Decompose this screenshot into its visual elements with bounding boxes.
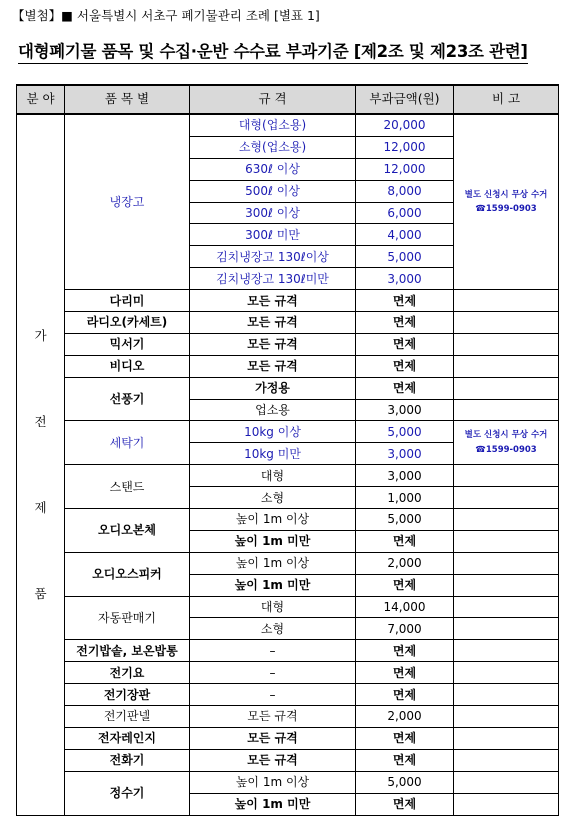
remark-cell — [454, 706, 559, 728]
item-cell: 믹서기 — [65, 333, 190, 355]
spec-cell: 500ℓ 이상 — [190, 180, 356, 202]
item-speaker: 오디오스피커 — [65, 552, 190, 596]
table-row — [17, 706, 559, 728]
fee-cell: 면제 — [356, 662, 454, 684]
spec-cell: 김치냉장고 130ℓ이상 — [190, 246, 356, 268]
table-row — [17, 333, 559, 355]
item-cell: 전기밥솥, 보온밥통 — [65, 640, 190, 662]
spec-cell: 10kg 미만 — [190, 443, 356, 465]
fee-table — [16, 84, 559, 816]
table-row — [17, 727, 559, 749]
table-row — [17, 596, 559, 618]
spec-cell: 대형(업소용) — [190, 114, 356, 136]
fee-cell: 20,000 — [356, 114, 454, 136]
column-header-fee: 부과금액(원) — [356, 85, 454, 114]
remark-cell — [454, 377, 559, 399]
spec-cell: 10kg 이상 — [190, 421, 356, 443]
fee-cell: 4,000 — [356, 224, 454, 246]
item-fridge: 냉장고 — [65, 114, 190, 290]
spec-cell: 대형 — [190, 465, 356, 487]
remark-cell — [454, 487, 559, 509]
spec-cell: 모든 규격 — [190, 355, 356, 377]
table-row — [17, 421, 559, 443]
spec-cell: 높이 1m 이상 — [190, 552, 356, 574]
remark-text: 별도 신청시 무상 수거 — [464, 430, 548, 441]
fee-cell: 면제 — [356, 640, 454, 662]
fee-cell: 면제 — [356, 727, 454, 749]
table-row — [17, 312, 559, 334]
spec-cell: 높이 1m 이상 — [190, 771, 356, 793]
remark-cell — [454, 749, 559, 771]
fee-cell: 5,000 — [356, 421, 454, 443]
table-row — [17, 509, 559, 531]
table-header-row — [17, 85, 559, 114]
fee-cell: 2,000 — [356, 706, 454, 728]
table-row — [17, 552, 559, 574]
fee-cell: 면제 — [356, 333, 454, 355]
table-row — [17, 749, 559, 771]
table-row — [17, 640, 559, 662]
fee-cell: 면제 — [356, 377, 454, 399]
remark-cell — [454, 530, 559, 552]
item-cell: 전기판넬 — [65, 706, 190, 728]
remark-cell — [454, 596, 559, 618]
appendix-note: 【별첨】■ 서울특별시 서초구 폐기물관리 조례 [별표 1] — [12, 8, 320, 23]
fee-cell: 3,000 — [356, 268, 454, 290]
column-header-item: 품 목 별 — [65, 85, 190, 114]
category-char: 전 — [34, 413, 47, 429]
fee-cell: 면제 — [356, 684, 454, 706]
remark-phone: ☎1599-0903 — [475, 444, 537, 455]
column-header-spec: 규 격 — [190, 85, 356, 114]
fee-cell: 면제 — [356, 312, 454, 334]
item-cell: 전화기 — [65, 749, 190, 771]
item-cell: 전자레인지 — [65, 727, 190, 749]
table-row — [17, 290, 559, 312]
document-title: 대형폐기물 품목 및 수집·운반 수수료 부과기준 [제2조 및 제23조 관련] — [18, 38, 528, 64]
fee-cell: 면제 — [356, 749, 454, 771]
table-row — [17, 355, 559, 377]
fee-cell: 1,000 — [356, 487, 454, 509]
spec-cell: 300ℓ 미만 — [190, 224, 356, 246]
column-header-remark: 비 고 — [454, 85, 559, 114]
spec-cell: 높이 1m 미만 — [190, 530, 356, 552]
remark-text: 별도 신청시 무상 수거 — [464, 189, 548, 200]
remark-cell — [454, 312, 559, 334]
remark-cell — [454, 727, 559, 749]
spec-cell: 소형(업소용) — [190, 136, 356, 158]
column-header-category: 분 야 — [17, 85, 65, 114]
category-cell — [17, 114, 65, 815]
item-audio: 오디오본체 — [65, 509, 190, 553]
spec-cell: – — [190, 684, 356, 706]
table-row — [17, 114, 559, 136]
spec-cell: 김치냉장고 130ℓ미만 — [190, 268, 356, 290]
remark-cell — [454, 618, 559, 640]
spec-cell: – — [190, 662, 356, 684]
fee-cell: 14,000 — [356, 596, 454, 618]
spec-cell: 모든 규격 — [190, 727, 356, 749]
remark-cell — [454, 552, 559, 574]
remark-phone: ☎1599-0903 — [475, 204, 537, 215]
table-row — [17, 377, 559, 399]
table-row — [17, 684, 559, 706]
fee-cell: 5,000 — [356, 771, 454, 793]
remark-cell — [454, 333, 559, 355]
fee-cell: 5,000 — [356, 509, 454, 531]
fee-cell: 8,000 — [356, 180, 454, 202]
fee-cell: 6,000 — [356, 202, 454, 224]
remark-cell — [454, 662, 559, 684]
spec-cell: 소형 — [190, 487, 356, 509]
remark-cell — [454, 465, 559, 487]
spec-cell: – — [190, 640, 356, 662]
spec-cell: 가정용 — [190, 377, 356, 399]
spec-cell: 630ℓ 이상 — [190, 158, 356, 180]
remark-cell — [454, 574, 559, 596]
remark-cell — [454, 290, 559, 312]
spec-cell: 높이 1m 미만 — [190, 574, 356, 596]
fee-cell: 12,000 — [356, 136, 454, 158]
remark-cell-fridge — [454, 114, 559, 290]
item-stand: 스탠드 — [65, 465, 190, 509]
fee-cell: 5,000 — [356, 246, 454, 268]
table-row — [17, 465, 559, 487]
fee-cell: 12,000 — [356, 158, 454, 180]
spec-cell: 모든 규격 — [190, 706, 356, 728]
fee-cell: 면제 — [356, 793, 454, 815]
item-purifier: 정수기 — [65, 771, 190, 815]
table-row — [17, 771, 559, 793]
fee-cell: 3,000 — [356, 465, 454, 487]
spec-cell: 모든 규격 — [190, 312, 356, 334]
spec-cell: 모든 규격 — [190, 749, 356, 771]
remark-cell — [454, 793, 559, 815]
item-cell: 다리미 — [65, 290, 190, 312]
item-washer: 세탁기 — [65, 421, 190, 465]
item-cell: 전기장판 — [65, 684, 190, 706]
remark-cell — [454, 355, 559, 377]
fee-cell: 면제 — [356, 290, 454, 312]
remark-cell-washer — [454, 421, 559, 465]
fee-cell: 면제 — [356, 530, 454, 552]
remark-cell — [454, 684, 559, 706]
fee-cell: 7,000 — [356, 618, 454, 640]
fee-cell: 면제 — [356, 355, 454, 377]
item-vending: 자동판매기 — [65, 596, 190, 640]
item-cell: 비디오 — [65, 355, 190, 377]
remark-cell — [454, 399, 559, 421]
item-fan: 선풍기 — [65, 377, 190, 421]
spec-cell: 모든 규격 — [190, 333, 356, 355]
remark-cell — [454, 509, 559, 531]
spec-cell: 높이 1m 이상 — [190, 509, 356, 531]
item-cell: 전기요 — [65, 662, 190, 684]
category-char: 제 — [34, 499, 47, 515]
spec-cell: 300ℓ 이상 — [190, 202, 356, 224]
spec-cell: 소형 — [190, 618, 356, 640]
fee-cell: 3,000 — [356, 399, 454, 421]
category-char: 품 — [34, 585, 47, 601]
category-char: 가 — [34, 327, 47, 343]
spec-cell: 대형 — [190, 596, 356, 618]
remark-cell — [454, 771, 559, 793]
fee-cell: 3,000 — [356, 443, 454, 465]
spec-cell: 업소용 — [190, 399, 356, 421]
table-row — [17, 662, 559, 684]
remark-cell — [454, 640, 559, 662]
spec-cell: 높이 1m 미만 — [190, 793, 356, 815]
item-cell: 라디오(카세트) — [65, 312, 190, 334]
fee-cell: 2,000 — [356, 552, 454, 574]
spec-cell: 모든 규격 — [190, 290, 356, 312]
fee-cell: 면제 — [356, 574, 454, 596]
